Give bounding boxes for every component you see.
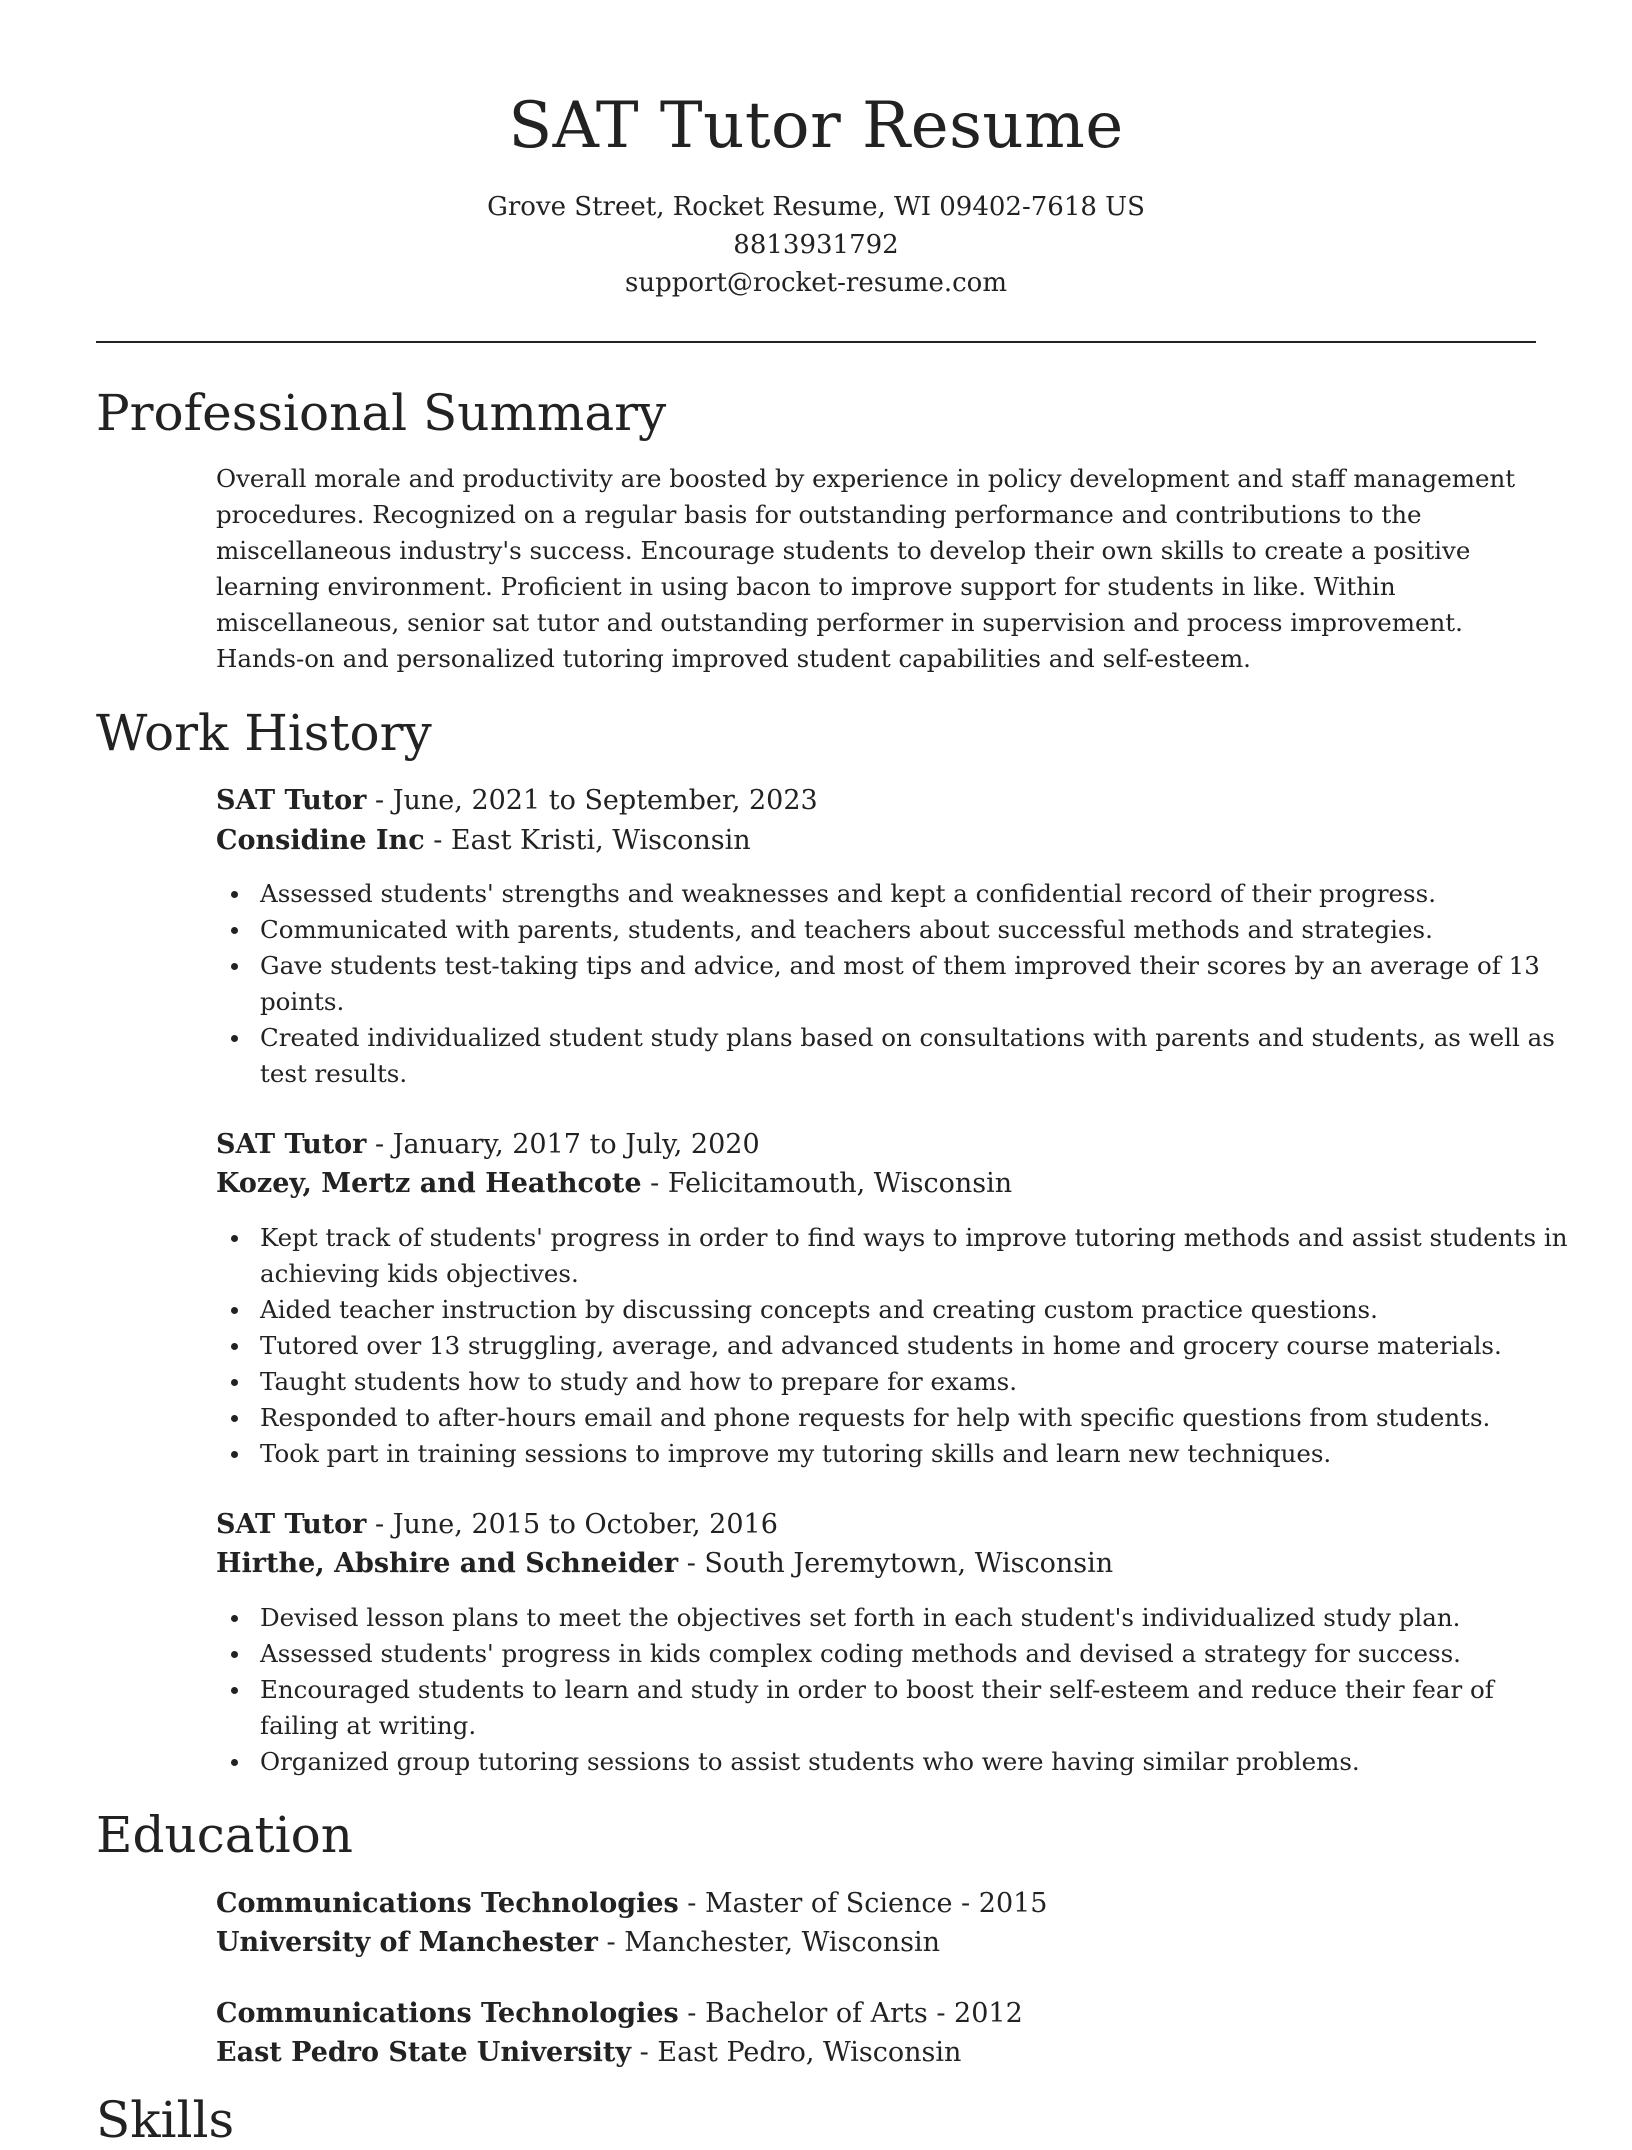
job-company-line [216,1545,1113,1583]
contact-address: Grove Street, Rocket Resume, WI 09402-7618 US [487,192,1145,222]
job-dates: - January, 2017 to July, 2020 [366,1129,760,1160]
job-company: Hirthe, Abshire and Schneider [216,1548,679,1579]
education-school-line [216,2034,961,2072]
education-location: - East Pedro, Wisconsin [631,2037,962,2068]
job-title: SAT Tutor [216,785,367,816]
job-title: SAT Tutor [216,1129,367,1160]
contact-info [0,188,1632,302]
job-dates: - June, 2021 to September, 2023 [366,785,818,816]
job-location: - South Jeremytown, Wisconsin [678,1548,1114,1579]
list-item: Created individualized student study plans based on consultations with parents and students, as well as test results. [260,1020,1580,1092]
job-title: SAT Tutor [216,1509,367,1540]
job-title-line [216,1506,778,1544]
education-location: - Manchester, Wisconsin [597,1927,941,1958]
list-item: Responded to after-hours email and phone requests for help with specific questions from students. [260,1400,1580,1436]
work-history-heading: Work History [96,704,432,762]
contact-email: support@rocket-resume.com [624,268,1007,298]
education-school: East Pedro State University [216,2037,632,2068]
job-bullet-list [216,876,1580,1092]
list-item: Taught students how to study and how to prepare for exams. [260,1364,1580,1400]
list-item: Tutored over 13 struggling, average, and advanced students in home and grocery course materials. [260,1328,1580,1364]
list-item: Communicated with parents, students, and teachers about successful methods and strategies. [260,912,1580,948]
education-degree: - Bachelor of Arts - 2012 [678,1998,1023,2029]
job-company-line [216,1165,1012,1203]
education-degree-line [216,1885,1047,1923]
list-item: Devised lesson plans to meet the objectives set forth in each student's individualized study plan. [260,1600,1580,1636]
job-company: Kozey, Mertz and Heathcote [216,1168,642,1199]
job-title-line [216,1126,760,1164]
job-title-line [216,782,818,820]
job-location: - East Kristi, Wisconsin [424,825,751,856]
list-item: Took part in training sessions to improve my tutoring skills and learn new techniques. [260,1436,1580,1472]
job-bullet-list [216,1600,1580,1780]
list-item: Assessed students' progress in kids complex coding methods and devised a strategy for success. [260,1636,1580,1672]
education-degree: - Master of Science - 2015 [678,1888,1048,1919]
education-degree-line [216,1995,1023,2033]
list-item: Aided teacher instruction by discussing concepts and creating custom practice questions. [260,1292,1580,1328]
job-company-line [216,822,751,860]
education-school: University of Manchester [216,1927,598,1958]
list-item: Assessed students' strengths and weaknesses and kept a confidential record of their progress. [260,876,1580,912]
list-item: Kept track of students' progress in order to find ways to improve tutoring methods and assist students in achieving kids objectives. [260,1220,1580,1292]
summary-heading: Professional Summary [96,384,667,442]
job-location: - Felicitamouth, Wisconsin [641,1168,1013,1199]
education-school-line [216,1924,940,1962]
header-divider [96,341,1536,343]
job-bullet-list [216,1220,1580,1472]
job-company: Considine Inc [216,825,425,856]
education-field: Communications Technologies [216,1888,679,1919]
contact-phone: 8813931792 [733,230,899,260]
list-item: Organized group tutoring sessions to assist students who were having similar problems. [260,1744,1580,1780]
resume-title: SAT Tutor Resume [508,89,1124,163]
skills-heading: Skills [96,2091,235,2149]
summary-text: Overall morale and productivity are boosted by experience in policy development and staff management procedures. Recognized on a regular basis for outstanding performance and contributions to the miscellaneous industry's success. Encourage students to develop their own skills to create a positive learning environment. Proficient in using bacon to improve support for students in like. Within miscellaneous, senior sat tutor and outstanding performer in supervision and process improvement. Hands-on and personalized tutoring improved student capabilities and self-esteem. [216,464,1516,673]
job-dates: - June, 2015 to October, 2016 [366,1509,778,1540]
list-item: Gave students test-taking tips and advice, and most of them improved their scores by an average of 13 points. [260,948,1580,1020]
resume-header [0,86,1632,302]
list-item: Encouraged students to learn and study in order to boost their self-esteem and reduce their fear of failing at writing. [260,1672,1580,1744]
education-field: Communications Technologies [216,1998,679,2029]
education-heading: Education [96,1806,353,1864]
